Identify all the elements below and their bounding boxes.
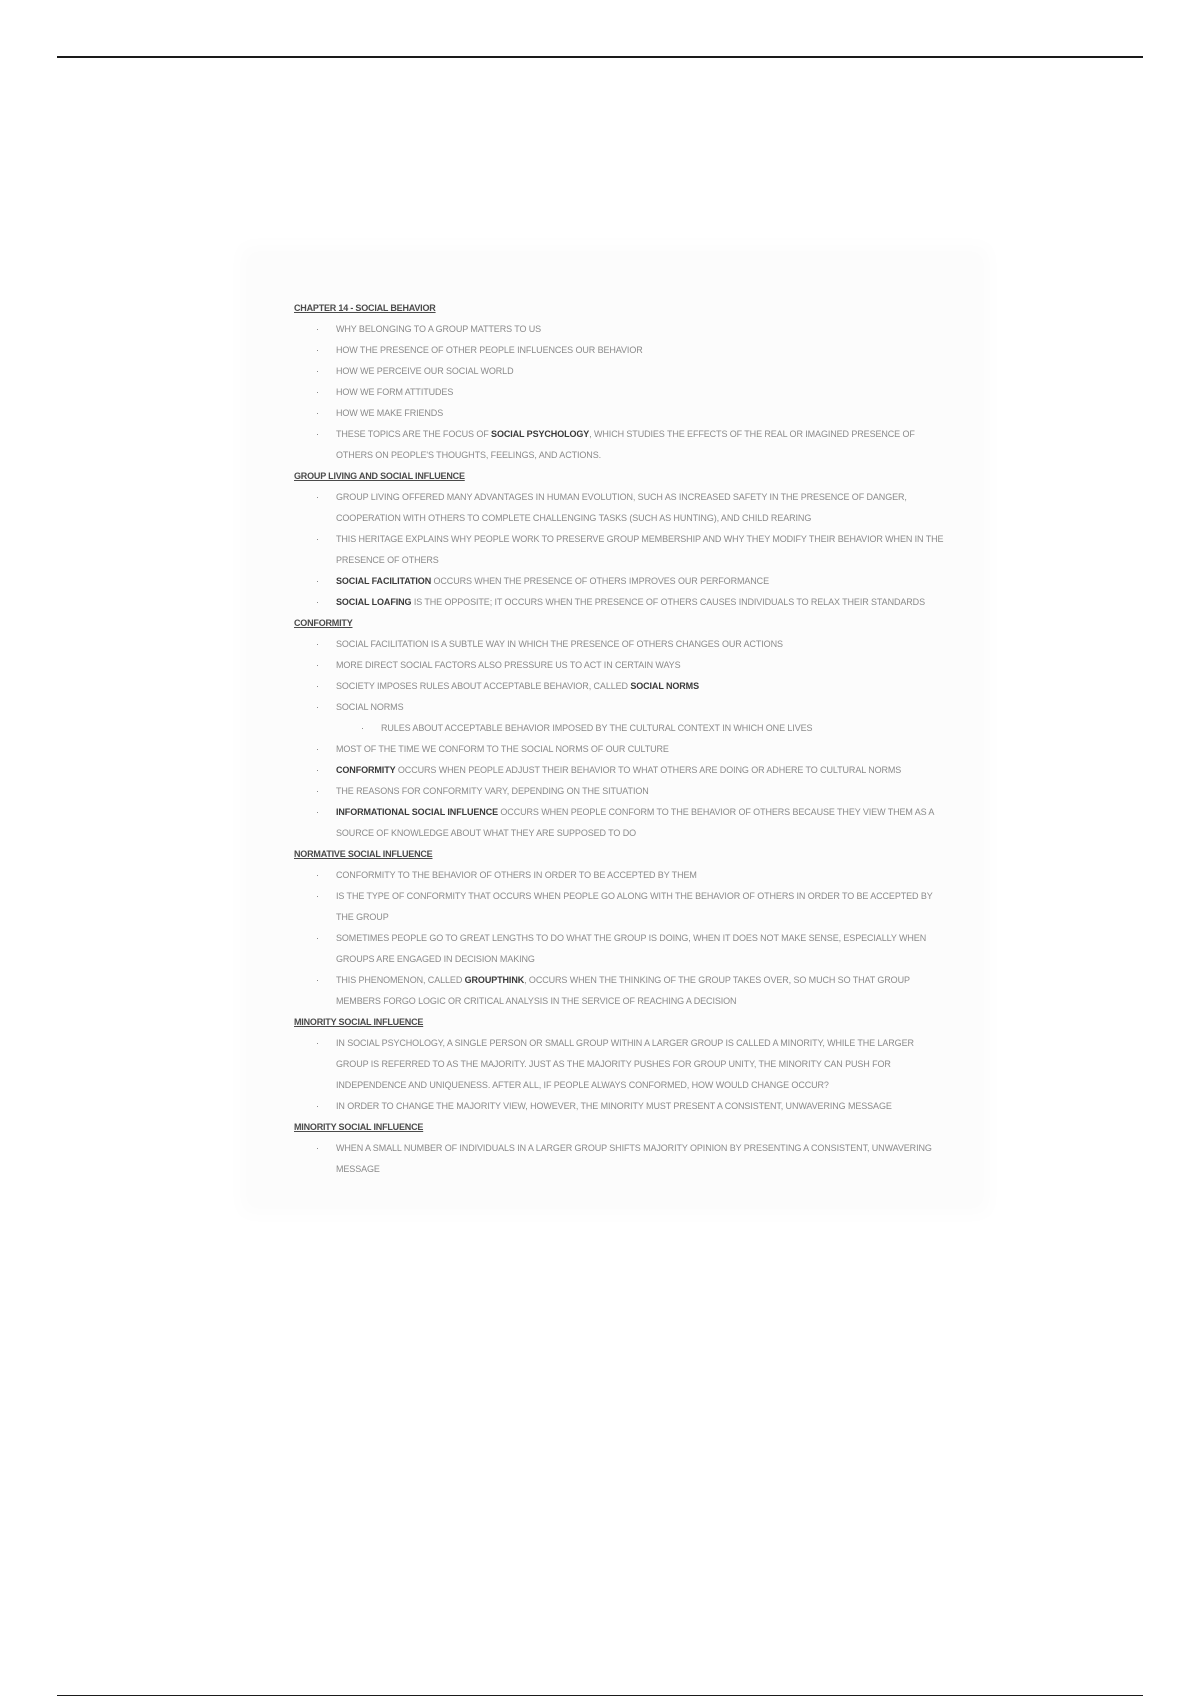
sub-bullet-item: · RULES ABOUT ACCEPTABLE BEHAVIOR IMPOSED BY THE CULTURAL CONTEXT IN WHICH ONE LIVES	[381, 718, 944, 739]
bullet-item	[336, 970, 944, 1012]
bullet-text: MORE DIRECT SOCIAL FACTORS ALSO PRESSURE US TO ACT IN CERTAIN WAYS	[336, 660, 681, 670]
bullet-item	[336, 382, 944, 403]
bullet-text: HOW WE FORM ATTITUDES	[336, 387, 454, 397]
bullet-item	[336, 403, 944, 424]
bullet-text: , WHICH STUDIES THE EFFECTS OF THE REAL OR IMAGINED PRESENCE OF OTHERS ON PEOPLE'S THOUGHTS, FEELINGS, AND ACTIONS.	[336, 429, 915, 460]
bullet-item	[336, 571, 944, 592]
section-heading: GROUP LIVING AND SOCIAL INFLUENCE	[294, 471, 465, 481]
bullet-text: IS THE TYPE OF CONFORMITY THAT OCCURS WHEN PEOPLE GO ALONG WITH THE BEHAVIOR OF OTHERS IN ORDER TO BE ACCEPTED BY THE GROUP	[336, 891, 933, 922]
bullet-item	[336, 886, 944, 928]
key-term: SOCIAL FACILITATION	[336, 576, 432, 586]
bullet-item	[336, 676, 944, 697]
bullet-item	[336, 1138, 944, 1180]
header-rule	[57, 56, 1143, 58]
section-heading: CHAPTER 14 - SOCIAL BEHAVIOR	[294, 303, 436, 313]
bullet-text: HOW WE PERCEIVE OUR SOCIAL WORLD	[336, 366, 514, 376]
bullet-text: SOCIAL FACILITATION IS A SUBTLE WAY IN WHICH THE PRESENCE OF OTHERS CHANGES OUR ACTIONS	[336, 639, 783, 649]
bullet-text: MOST OF THE TIME WE CONFORM TO THE SOCIAL NORMS OF OUR CULTURE	[336, 744, 669, 754]
bullet-item	[336, 1096, 944, 1117]
bullet-item	[336, 634, 944, 655]
bullet-item	[336, 592, 944, 613]
bullet-item	[336, 697, 944, 739]
key-term: CONFORMITY	[336, 765, 396, 775]
key-term: INFORMATIONAL SOCIAL INFLUENCE	[336, 807, 498, 817]
key-term: SOCIAL LOAFING	[336, 597, 412, 607]
bullet-item	[336, 760, 944, 781]
key-term: SOCIAL PSYCHOLOGY	[491, 429, 590, 439]
bullet-text: HOW THE PRESENCE OF OTHER PEOPLE INFLUENCES OUR BEHAVIOR	[336, 345, 643, 355]
bullet-text: THESE TOPICS ARE THE FOCUS OF	[336, 429, 492, 439]
bullet-list	[294, 487, 944, 613]
bullet-item	[336, 319, 944, 340]
bullet-list	[294, 865, 944, 1012]
bullet-item	[336, 655, 944, 676]
footer-rule	[57, 1695, 1143, 1696]
bullet-text: THIS PHENOMENON, CALLED	[336, 975, 465, 985]
key-term: GROUPTHINK	[464, 975, 525, 985]
bullet-list	[294, 1033, 944, 1117]
bullet-text: OCCURS WHEN PEOPLE ADJUST THEIR BEHAVIOR TO WHAT OTHERS ARE DOING OR ADHERE TO CULTURAL NORMS	[395, 765, 902, 775]
bullet-text: WHEN A SMALL NUMBER OF INDIVIDUALS IN A LARGER GROUP SHIFTS MAJORITY OPINION BY PRESENTING A CONSISTENT, UNWAVERING MESSAGE	[336, 1143, 932, 1174]
bullet-text: HOW WE MAKE FRIENDS	[336, 408, 444, 418]
bullet-item	[336, 1033, 944, 1096]
bullet-item	[336, 424, 944, 466]
bullet-text: , OCCURS WHEN THE THINKING OF THE GROUP TAKES OVER, SO MUCH SO THAT GROUP MEMBERS FORGO LOGIC OR CRITICAL ANALYSIS IN THE SERVICE OF REACHING A DECISION	[336, 975, 910, 1006]
sub-bullet-list	[336, 718, 944, 739]
bullet-text: GROUP LIVING OFFERED MANY ADVANTAGES IN HUMAN EVOLUTION, SUCH AS INCREASED SAFETY IN THE PRESENCE OF DANGER, COOPERATION WITH OTHERS TO COMPLETE CHALLENGING TASKS (SUCH AS HUNTING), AND CHILD REARING	[336, 492, 907, 523]
section-heading: NORMATIVE SOCIAL INFLUENCE	[294, 849, 433, 859]
bullet-item	[336, 739, 944, 760]
bullet-text: CONFORMITY TO THE BEHAVIOR OF OTHERS IN ORDER TO BE ACCEPTED BY THEM	[336, 870, 697, 880]
bullet-item	[336, 340, 944, 361]
section-heading: MINORITY SOCIAL INFLUENCE	[294, 1122, 424, 1132]
bullet-item	[336, 865, 944, 886]
notes-content	[294, 298, 944, 1180]
bullet-text: WHY BELONGING TO A GROUP MATTERS TO US	[336, 324, 542, 334]
bullet-text: OCCURS WHEN THE PRESENCE OF OTHERS IMPROVES OUR PERFORMANCE	[431, 576, 769, 586]
bullet-list	[294, 634, 944, 844]
bullet-item	[336, 781, 944, 802]
bullet-item	[336, 802, 944, 844]
bullet-item	[336, 928, 944, 970]
bullet-list	[294, 1138, 944, 1180]
section-heading: CONFORMITY	[294, 618, 353, 628]
bullet-text: OCCURS WHEN PEOPLE CONFORM TO THE BEHAVIOR OF OTHERS BECAUSE THEY VIEW THEM AS A SOURCE OF KNOWLEDGE ABOUT WHAT THEY ARE SUPPOSED TO DO	[336, 807, 934, 838]
bullet-text: IS THE OPPOSITE; IT OCCURS WHEN THE PRESENCE OF OTHERS CAUSES INDIVIDUALS TO RELAX THEIR STANDARDS	[411, 597, 925, 607]
bullet-text: SOCIETY IMPOSES RULES ABOUT ACCEPTABLE BEHAVIOR, CALLED	[336, 681, 631, 691]
bullet-text: SOMETIMES PEOPLE GO TO GREAT LENGTHS TO DO WHAT THE GROUP IS DOING, WHEN IT DOES NOT MAKE SENSE, ESPECIALLY WHEN GROUPS ARE ENGAGED IN DECISION MAKING	[336, 933, 927, 964]
section-heading: MINORITY SOCIAL INFLUENCE	[294, 1017, 424, 1027]
bullet-item	[336, 361, 944, 382]
bullet-list	[294, 319, 944, 466]
bullet-text: SOCIAL NORMS	[336, 702, 404, 712]
bullet-item	[336, 529, 944, 571]
bullet-text: IN ORDER TO CHANGE THE MAJORITY VIEW, HOWEVER, THE MINORITY MUST PRESENT A CONSISTENT, UNWAVERING MESSAGE	[336, 1101, 892, 1111]
bullet-item	[336, 487, 944, 529]
bullet-text: IN SOCIAL PSYCHOLOGY, A SINGLE PERSON OR SMALL GROUP WITHIN A LARGER GROUP IS CALLED A MINORITY, WHILE THE LARGER GROUP IS REFERRED TO AS THE MAJORITY. JUST AS THE MAJORITY PUSHES FOR GROUP UNITY, THE MINORITY CAN PUSH FOR INDEPENDENCE AND UNIQUENESS. AFTER ALL, IF PEOPLE ALWAYS CONFORMED, HOW WOULD CHANGE OCCUR?	[336, 1038, 914, 1090]
bullet-text: THIS HERITAGE EXPLAINS WHY PEOPLE WORK TO PRESERVE GROUP MEMBERSHIP AND WHY THEY MODIFY THEIR BEHAVIOR WHEN IN THE PRESENCE OF OTHERS	[336, 534, 944, 565]
bullet-text: THE REASONS FOR CONFORMITY VARY, DEPENDING ON THE SITUATION	[336, 786, 649, 796]
key-term: SOCIAL NORMS	[630, 681, 699, 691]
